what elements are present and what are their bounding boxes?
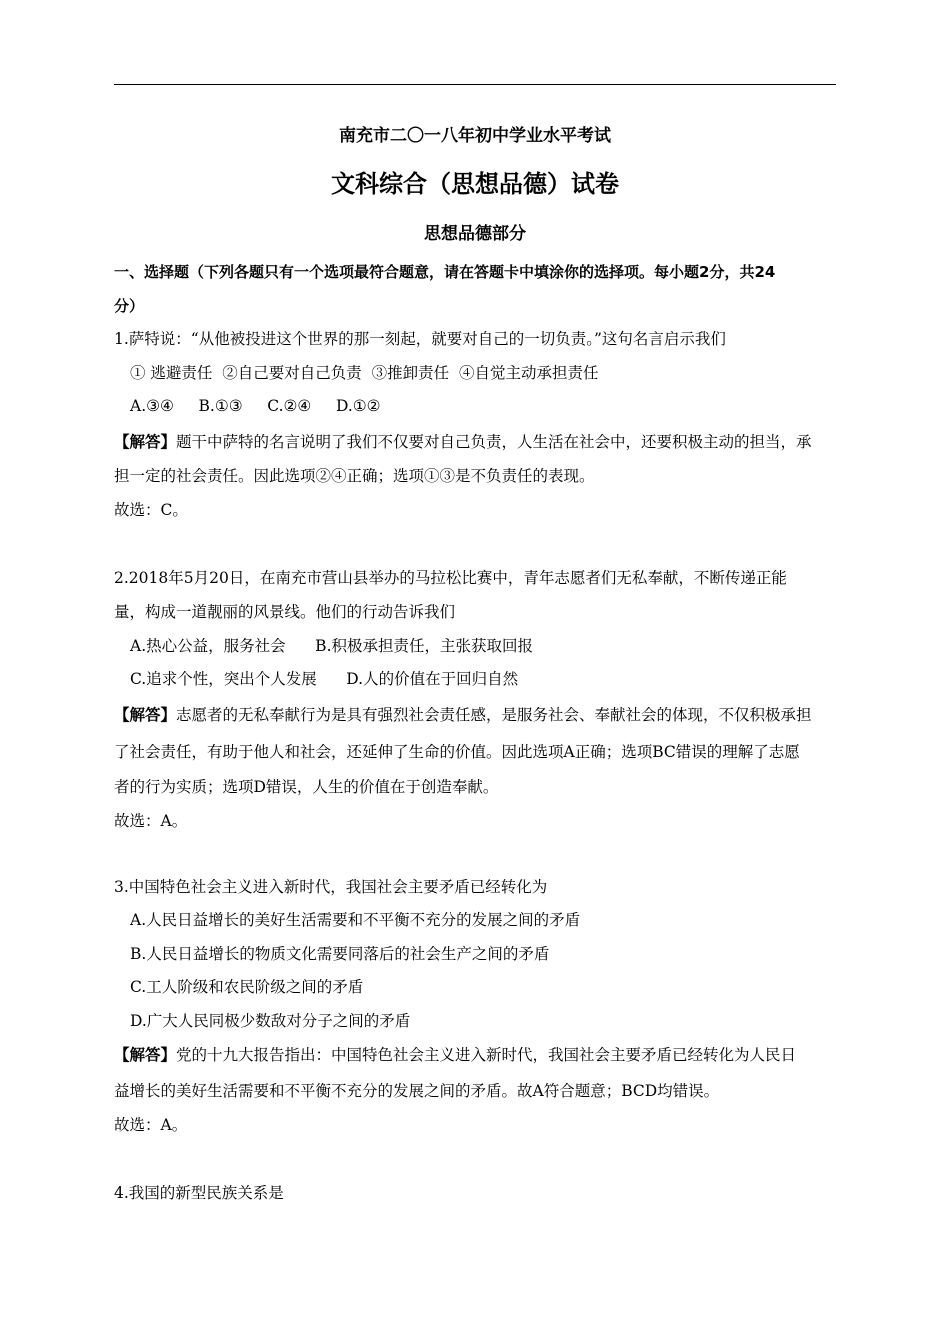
answer-tag: 【解答】 — [114, 1046, 177, 1064]
answer-choice: 故选：C。 — [114, 501, 188, 519]
question-options: A.③④ B.①③ C.②④ D.①② — [130, 397, 381, 415]
answer-text-cont: 益增长的美好生活需要和不平衡不充分的发展之间的矛盾。故A符合题意；BCD均错误。 — [114, 1082, 720, 1100]
question-stem: 2.2018年5月20日，在南充市营山县举办的马拉松比赛中，青年志愿者们无私奉献，不断传递正能 — [114, 569, 787, 587]
answer-explanation — [114, 431, 854, 453]
answer-tag: 【解答】 — [114, 433, 177, 451]
option-b: B.人民日益增长的物质文化需要同落后的社会生产之间的矛盾 — [130, 945, 550, 963]
answer-choice: 故选：A。 — [114, 1116, 188, 1134]
section-heading-cont: 分） — [114, 297, 145, 315]
option-d: D.广大人民同极少数敌对分子之间的矛盾 — [130, 1012, 411, 1030]
answer-text: 题干中萨特的名言说明了我们不仅要对自己负责，人生活在社会中，还要积极主动的担当，承 — [176, 433, 812, 451]
part-title: 思想品德部分 — [424, 224, 526, 244]
answer-explanation — [114, 1044, 854, 1066]
answer-text-cont: 了社会责任，有助于他人和社会，还延伸了生命的价值。因此选项A正确；选项BC错误的理解了志愿 — [114, 743, 800, 761]
answer-choice: 故选：A。 — [114, 812, 188, 830]
answer-text-cont: 者的行为实质；选项D错误，人生的价值在于创造奉献。 — [114, 778, 499, 796]
answer-text: 党的十九大报告指出：中国特色社会主义进入新时代，我国社会主要矛盾已经转化为人民日 — [176, 1046, 797, 1064]
question-options: A.热心公益，服务社会 B.积极承担责任，主张获取回报 — [130, 637, 534, 655]
question-stem: 4.我国的新型民族关系是 — [114, 1184, 284, 1202]
header-rule — [114, 84, 836, 85]
question-stem: 1.萨特说：“从他被投进这个世界的那一刻起，就要对自己的一切负责。”这句名言启示我们 — [114, 330, 726, 348]
answer-text: 志愿者的无私奉献行为是具有强烈社会责任感，是服务社会、奉献社会的体现，不仅积极承担 — [176, 706, 812, 724]
answer-text-cont: 担一定的社会责任。因此选项②④正确；选项①③是不负责任的表现。 — [114, 467, 595, 485]
question-stem-cont: 量，构成一道靓丽的风景线。他们的行动告诉我们 — [114, 603, 456, 621]
question-stem: 3.中国特色社会主义进入新时代，我国社会主要矛盾已经转化为 — [114, 878, 548, 896]
option-a: A.人民日益增长的美好生活需要和不平衡不充分的发展之间的矛盾 — [130, 911, 581, 929]
exam-title: 南充市二〇一八年初中学业水平考试 — [339, 126, 611, 146]
section-heading: 一、选择题（下列各题只有一个选项最符合题意，请在答题卡中填涂你的选择项。每小题2分，共24 — [114, 263, 776, 281]
option-c: C.工人阶级和农民阶级之间的矛盾 — [130, 978, 364, 996]
answer-explanation — [114, 704, 854, 726]
question-options-cont: C.追求个性，突出个人发展 D.人的价值在于回归自然 — [130, 670, 519, 688]
paper-title: 文科综合（思想品德）试卷 — [331, 170, 619, 198]
question-items: ① 逃避责任 ②自己要对自己负责 ③推卸责任 ④自觉主动承担责任 — [130, 364, 599, 382]
answer-tag: 【解答】 — [114, 706, 177, 724]
